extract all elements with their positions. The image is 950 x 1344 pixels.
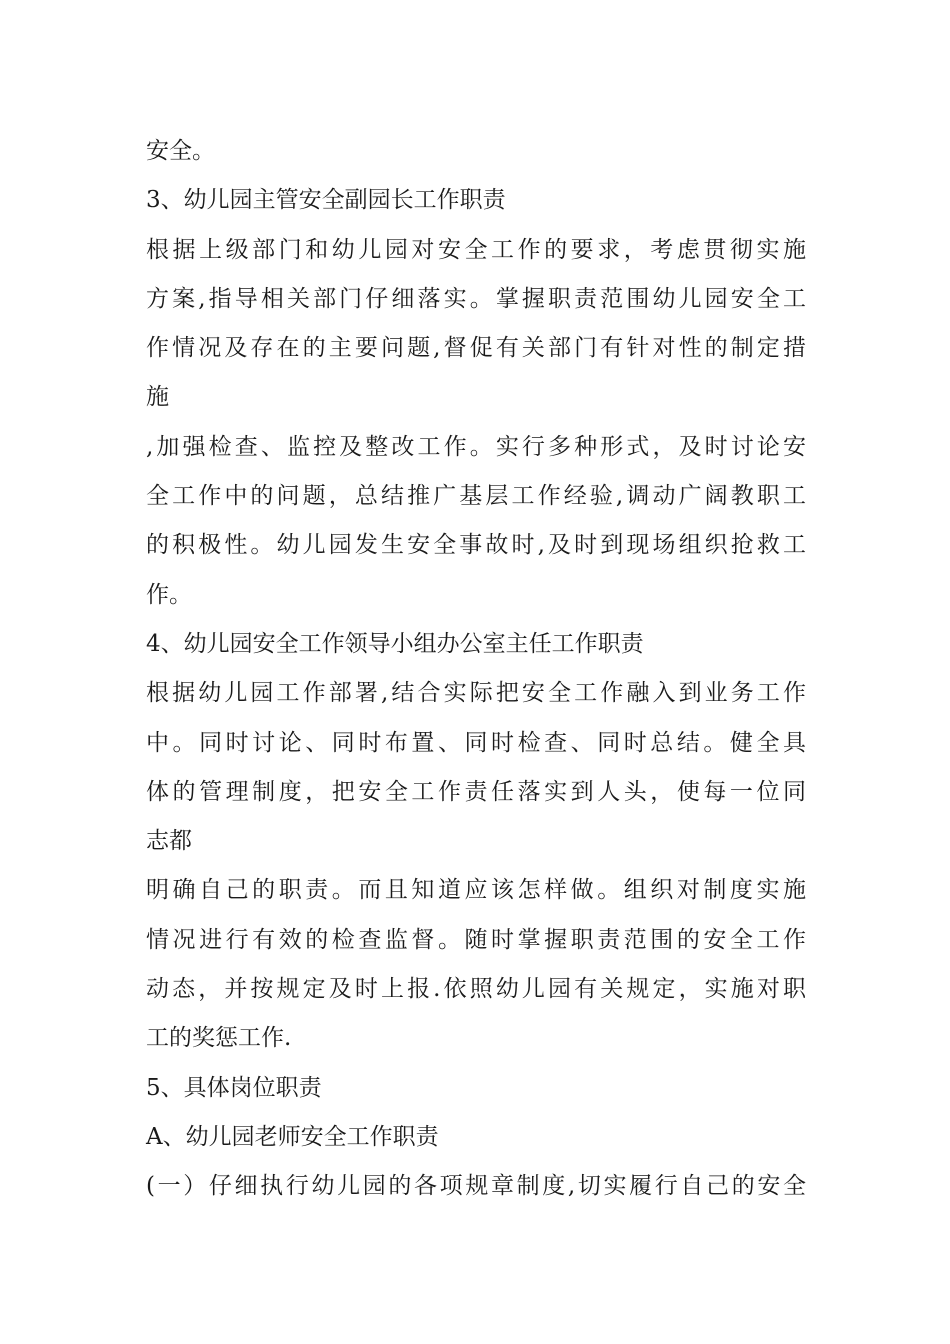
text-line: 5、具体岗位职责 <box>146 1074 322 1101</box>
text-line: 施 <box>146 384 169 411</box>
text-line: 中。同时讨论、同时布置、同时检查、同时总结。健全具 <box>146 729 806 756</box>
text-line: 安全。 <box>146 138 215 164</box>
text-line: 作情况及存在的主要问题,督促有关部门有针对性的制定措 <box>146 335 806 362</box>
text-line: 情况进行有效的检查监督。随时掌握职责范围的安全工作 <box>146 926 806 953</box>
text-line: 根据幼儿园工作部署,结合实际把安全工作融入到业务工作 <box>146 680 806 707</box>
text-line: 体的管理制度，把安全工作责任落实到人头，使每一位同 <box>146 778 806 805</box>
text-line: A、幼儿园老师安全工作职责 <box>146 1123 439 1150</box>
text-line: 动态，并按规定及时上报.依照幼儿园有关规定，实施对职 <box>146 976 806 1003</box>
text-line: 4、幼儿园安全工作领导小组办公室主任工作职责 <box>146 630 644 657</box>
text-line: 3、幼儿园主管安全副园长工作职责 <box>146 187 506 214</box>
text-line: 的积极性。幼儿园发生安全事故时,及时到现场组织抢救工 <box>146 532 806 559</box>
text-line: 根据上级部门和幼儿园对安全工作的要求，考虑贯彻实施 <box>146 236 806 263</box>
text-line: 工的奖惩工作. <box>146 1025 292 1052</box>
text-line: ,加强检查、监控及整改工作。实行多种形式，及时讨论安 <box>146 433 806 460</box>
text-line: 志都 <box>146 828 192 855</box>
text-line: 作。 <box>146 581 192 608</box>
text-line: 明确自己的职责。而且知道应该怎样做。组织对制度实施 <box>146 877 806 904</box>
document-body <box>146 127 810 1212</box>
text-line: (一）仔细执行幼儿园的各项规章制度,切实履行自己的安全 <box>146 1173 806 1200</box>
text-line: 方案,指导相关部门仔细落实。掌握职责范围幼儿园安全工 <box>146 285 806 312</box>
text-line: 全工作中的问题，总结推广基层工作经验,调动广阔教职工 <box>146 483 806 510</box>
